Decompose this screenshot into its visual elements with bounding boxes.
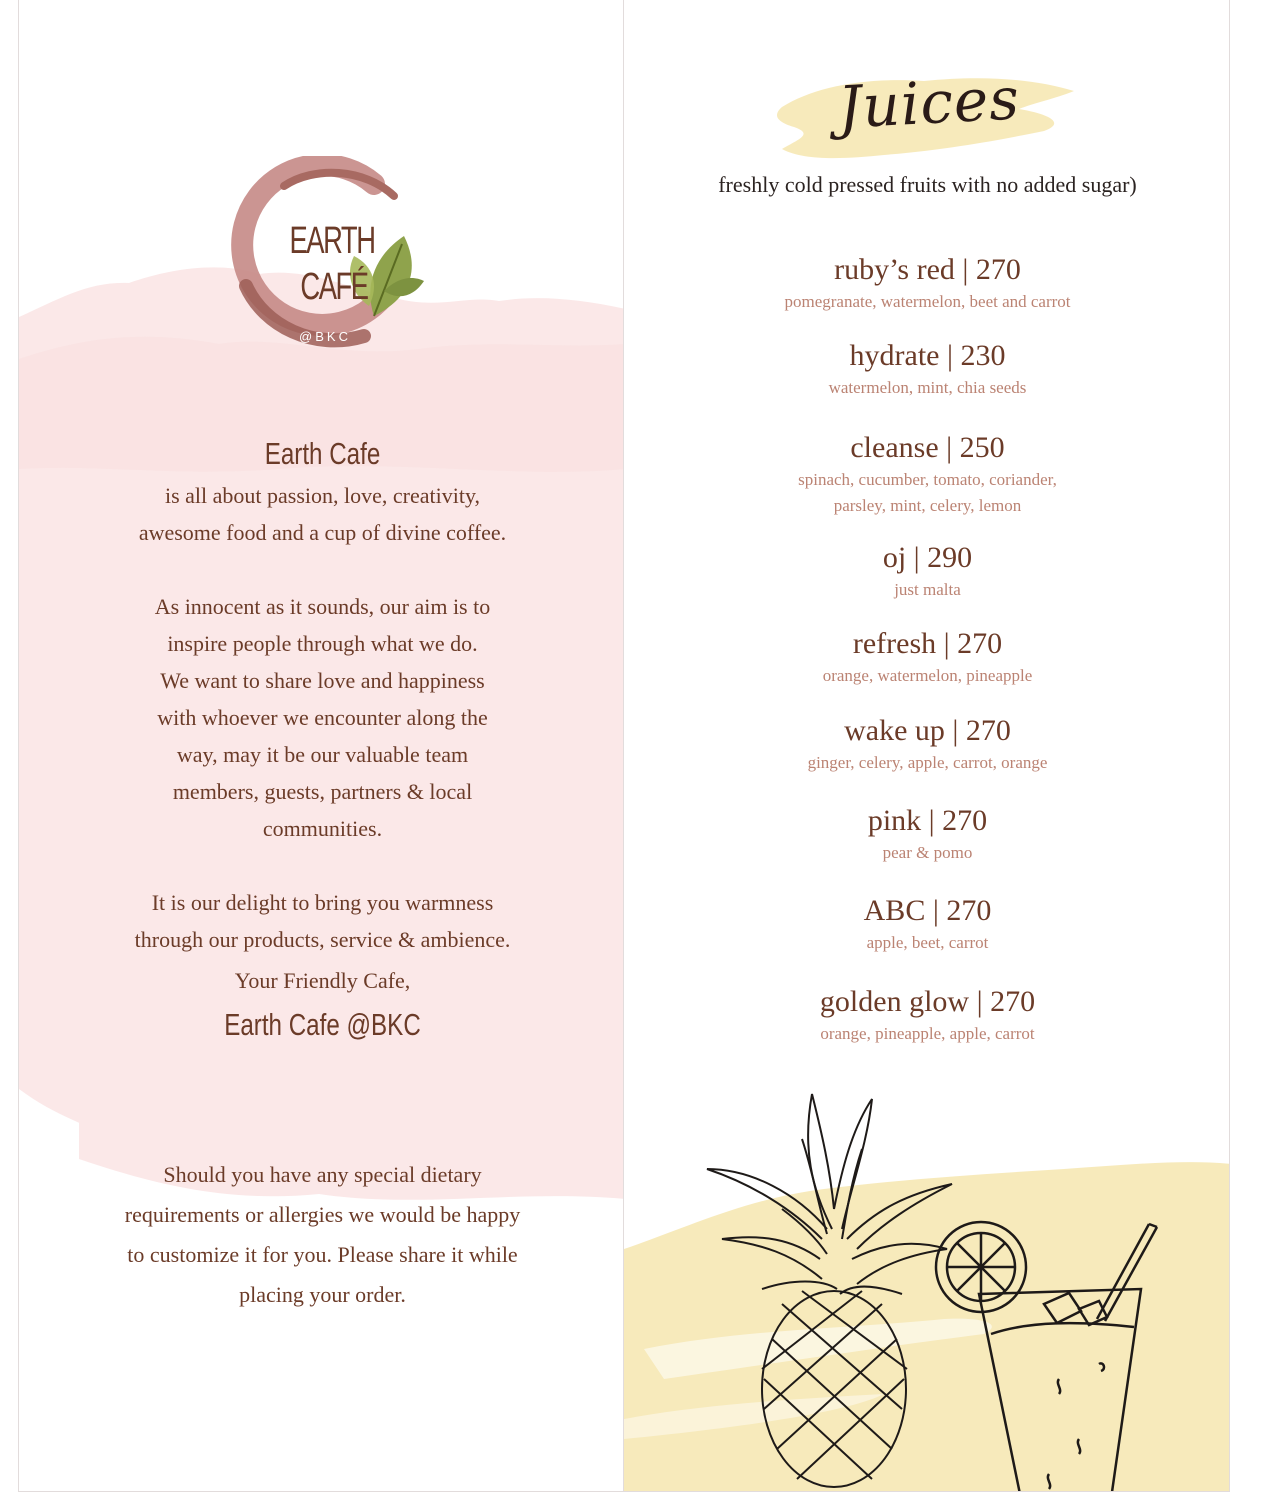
menu-item-name: wake up | 270 — [844, 714, 1011, 747]
menu-item-description: orange, watermelon, pineapple — [822, 666, 1033, 685]
menu-item-name: oj | 290 — [882, 541, 973, 574]
logo-word-cafe: CAFÉ — [300, 266, 368, 308]
menu-item-name: cleanse | 250 — [850, 431, 1005, 464]
menu-item-description: pear & pomo — [882, 843, 973, 862]
dietary-note: Should you have any special dietary requirements or allergies we would be happy to customize it for you. Please share it while placing your order. — [124, 1162, 521, 1307]
menu-item-name: ruby’s red | 270 — [834, 253, 1021, 286]
mission-text: As innocent as it sounds, our aim is to inspire people through what we do. We want to share love and happiness with whoever we encounter along the way, may it be our valuable team members, guests, partners & local communities. — [154, 594, 491, 841]
menu-item — [624, 802, 1230, 866]
delight-text: It is our delight to bring you warmness through our products, service & ambience. — [134, 890, 511, 952]
menu-item-name: ABC | 270 — [863, 894, 992, 927]
menu-item — [624, 251, 1230, 315]
signoff-text: Your Friendly Cafe, — [234, 968, 411, 993]
pineapple-illustration — [702, 1089, 962, 1489]
menu-item-name: hydrate | 230 — [849, 339, 1006, 372]
menu-item-description: just malta — [894, 580, 961, 599]
logo-word-earth: EARTH — [289, 220, 375, 262]
menu-item — [624, 712, 1230, 776]
signature-name: Earth Cafe @BKC — [224, 1007, 421, 1042]
menu-item — [624, 892, 1230, 956]
menu-item-description: spinach, cucumber, tomato, coriander, parsley, mint, celery, lemon — [798, 470, 1057, 515]
menu-item-name: refresh | 270 — [852, 627, 1003, 660]
menu-item-name: golden glow | 270 — [819, 985, 1036, 1018]
menu-item — [624, 539, 1230, 603]
menu-item — [624, 983, 1230, 1047]
juices-title: Juices — [836, 64, 1022, 142]
menu-item-description: orange, pineapple, apple, carrot — [820, 1024, 1035, 1043]
menu-item-description: pomegranate, watermelon, beet and carrot — [784, 292, 1071, 311]
menu-item-description: watermelon, mint, chia seeds — [828, 378, 1027, 397]
menu-item-description: ginger, celery, apple, carrot, orange — [807, 753, 1048, 772]
intro-text: is all about passion, love, creativity, awesome food and a cup of divine coffee. — [138, 483, 507, 545]
earth-cafe-logo — [224, 156, 424, 361]
juice-glass-illustration — [929, 1209, 1169, 1492]
menu-item-description: apple, beet, carrot — [866, 933, 989, 952]
juices-panel — [623, 0, 1230, 1492]
menu-item — [624, 625, 1230, 689]
menu-item — [624, 337, 1230, 401]
about-title: Earth Cafe — [264, 436, 381, 471]
menu-item — [624, 429, 1230, 519]
about-panel — [18, 0, 625, 1492]
menu-item-name: pink | 270 — [867, 804, 988, 837]
juices-subtitle: freshly cold pressed fruits with no added sugar) — [718, 172, 1137, 197]
logo-tag: @BKC — [299, 329, 351, 344]
